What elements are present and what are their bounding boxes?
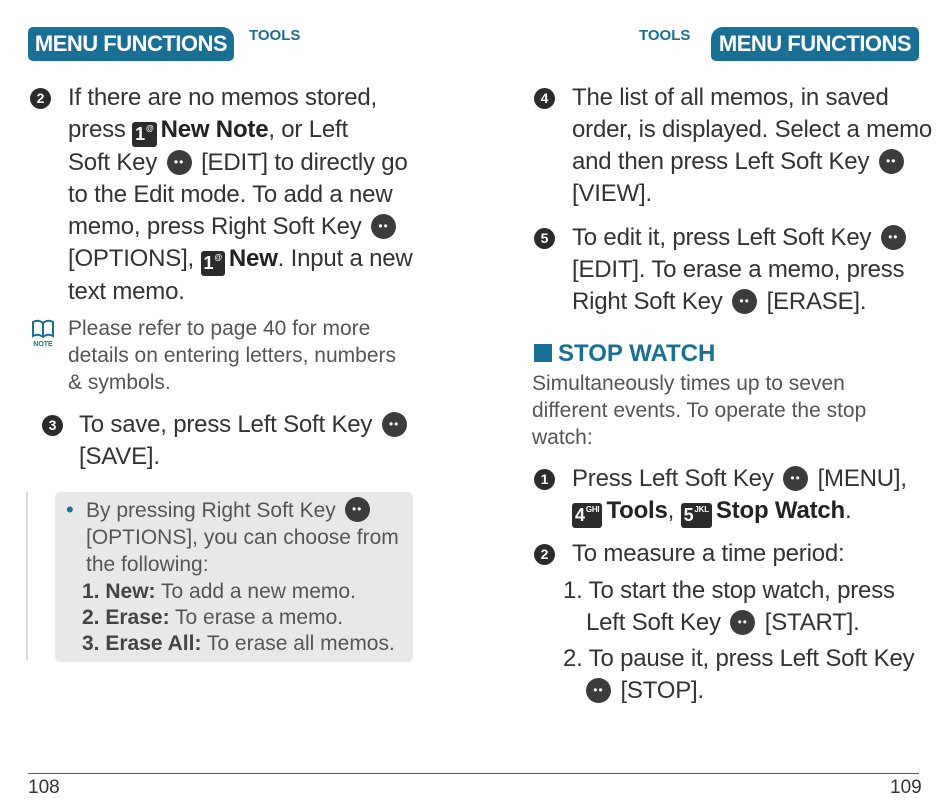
step-3-text: To save, press Left Soft Key •• [SAVE].: [79, 409, 429, 473]
step-number: 5: [534, 228, 555, 249]
option-item: 2. Erase: To erase a memo.: [82, 606, 344, 629]
stopwatch-substep-2: 2. To pause it, press Left Soft Key •• [STOP].: [563, 643, 938, 707]
left-soft-key-icon: [783, 466, 808, 491]
step-number: 4: [534, 88, 555, 109]
page-number: 109: [890, 777, 922, 798]
tip-divider: [26, 492, 28, 660]
step-5-text: To edit it, press Left Soft Key •• [EDIT]. To erase a memo, press Right Soft Key •• [ERASE].: [572, 222, 942, 318]
key-4-icon: $4^{GHI}$: [572, 503, 602, 528]
page-number: 108: [28, 777, 60, 798]
right-page: [475, 0, 950, 804]
right-soft-key-icon: [371, 214, 396, 239]
section-heading: STOP WATCH: [534, 340, 715, 368]
left-soft-key-icon: [586, 678, 611, 703]
bullet-icon: •: [66, 497, 74, 522]
tools-label: TOOLS: [249, 27, 301, 44]
tools-label: TOOLS: [639, 27, 691, 44]
key-1-icon: 1@: [201, 251, 225, 276]
section-intro: Simultaneously times up to seven different events. To operate the stop watch:: [532, 372, 867, 449]
left-soft-key-icon: [879, 149, 904, 174]
option-item: 1. New: To add a new memo.: [82, 580, 356, 603]
step-number: 2: [30, 88, 51, 109]
left-soft-key-icon: [730, 610, 755, 635]
square-bullet-icon: [534, 344, 552, 362]
key-5-icon: $5^{JKL}$: [681, 503, 712, 528]
step-2-text: If there are no memos stored, press 1@ New Note, or Left Soft Key •• [EDIT] to directly go to the Edit mode. To add a new memo, press Right Soft Key •• [OPTIONS], 1@ New. Input a new text memo.: [68, 82, 428, 308]
footer-rule: [28, 773, 475, 774]
footer-rule: [475, 773, 919, 774]
tip-text: By pressing Right Soft Key •• [OPTIONS], you can choose from the following:: [86, 497, 406, 578]
note-icon-label: NOTE: [33, 341, 53, 348]
stopwatch-substep-1: 1. To start the stop watch, press Left Soft Key •• [START].: [563, 575, 938, 639]
right-soft-key-icon: [732, 289, 757, 314]
left-soft-key-icon: [881, 225, 906, 250]
menu-functions-tab: MENU FUNCTIONS: [711, 27, 919, 61]
step-number: 3: [42, 415, 63, 436]
note-text: Please refer to page 40 for more details on entering letters, numbers & symbols.: [68, 317, 397, 394]
stopwatch-step-2-text: To measure a time period:: [572, 540, 845, 567]
key-1-icon: 1@: [132, 122, 156, 147]
step-4-text: The list of all memos, in saved order, is displayed. Select a memo and then press Left Soft Key •• [VIEW].: [572, 82, 942, 210]
stopwatch-step-1-text: Press Left Soft Key •• [MENU], $4^{GHI}$ Tools, $5^{JKL}$ Stop Watch.: [572, 463, 942, 528]
left-soft-key-icon: [382, 412, 407, 437]
option-item: 3. Erase All: To erase all memos.: [82, 632, 395, 655]
left-soft-key-icon: [167, 150, 192, 175]
right-soft-key-icon: [345, 497, 370, 522]
step-number: 1: [534, 469, 555, 490]
step-number: 2: [534, 544, 555, 565]
note-book-icon: [30, 318, 56, 348]
menu-functions-tab: MENU FUNCTIONS: [28, 27, 234, 61]
